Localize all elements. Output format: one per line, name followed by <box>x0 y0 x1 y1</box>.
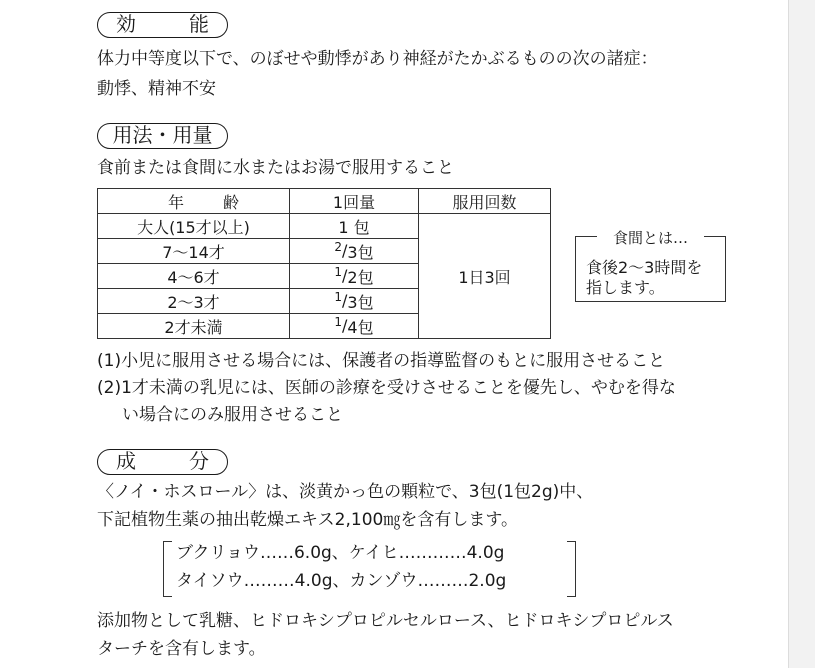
additives-line-1: 添加物として乳糖、ヒドロキシプロピルセルロース、ヒドロキシプロピルス <box>97 611 674 631</box>
usage-heading <box>97 123 228 149</box>
note-title <box>575 227 726 245</box>
header-age <box>98 189 290 214</box>
note-line-1: 食後2〜3時間を <box>586 258 703 277</box>
dose-denominator: 3包 <box>347 292 374 312</box>
header-dose: 1回量 <box>290 189 419 214</box>
efficacy-heading <box>97 12 228 38</box>
age-cell: 7〜14才 <box>98 239 290 264</box>
dose-cell: $^1/_{4包}$ <box>290 314 419 339</box>
age-cell: 2才未満 <box>98 314 290 339</box>
herb-bracket-right <box>567 541 576 597</box>
dose-cell: $^1/_{2包}$ <box>290 264 419 289</box>
additives-line-2: ターチを含有します。 <box>97 639 266 659</box>
dose-denominator: 2包 <box>347 267 374 287</box>
age-cell: 2〜3才 <box>98 289 290 314</box>
times-cell: 1日3回 <box>419 214 551 339</box>
caution-2b: い場合にのみ服用させること <box>122 405 343 425</box>
efficacy-line-1: 体力中等度以下で、のぼせや動悸があり神経がたかぶるものの次の諸症： <box>97 49 658 69</box>
efficacy-heading-right: 能 <box>189 12 209 36</box>
table-row <box>98 214 551 239</box>
usage-heading-label: 用法・用量 <box>112 123 213 147</box>
dose-numerator: 2 <box>334 239 343 254</box>
header-age-right: 齢 <box>222 192 239 212</box>
efficacy-heading-left: 効 <box>116 12 136 36</box>
efficacy-line-2: 動悸、精神不安 <box>97 79 216 99</box>
dose-cell: $^1/_{3包}$ <box>290 289 419 314</box>
herb-line-1: ブクリョウ……6.0g、ケイヒ…………4.0g <box>176 543 505 563</box>
note-line-2: 指します。 <box>586 278 665 297</box>
header-age-left: 年 <box>168 192 185 212</box>
dosage-table <box>97 188 551 339</box>
caution-2a: (2)1才未満の乳児には、医師の診療を受けさせることを優先し、やむを得な <box>97 378 676 398</box>
header-times: 服用回数 <box>419 189 551 214</box>
dose-numerator: 1 <box>334 289 343 304</box>
usage-intro: 食前または食間に水またはお湯で服用すること <box>97 158 454 178</box>
dose-numerator: 1 <box>334 264 343 279</box>
age-cell: 大人(15才以上) <box>98 214 290 239</box>
ingredients-heading <box>97 449 228 475</box>
note-title-text: 食間とは… <box>609 229 692 247</box>
herb-bracket-left <box>163 541 172 597</box>
ingredients-line-1: 〈ノイ・ホスロール〉は、淡黄かっ色の顆粒で、3包(1包2g)中、 <box>97 482 594 502</box>
dose-cell: 1 包 <box>290 214 419 239</box>
ingredients-heading-right: 分 <box>189 449 209 473</box>
herb-line-2: タイソウ………4.0g、カンゾウ………2.0g <box>176 571 507 591</box>
dose-denominator: 4包 <box>347 317 374 337</box>
age-cell: 4〜6才 <box>98 264 290 289</box>
caution-1: (1)小児に服用させる場合には、保護者の指導監督のもとに服用させること <box>97 351 666 371</box>
ingredients-line-2: 下記植物生薬の抽出乾燥エキス2,100㎎を含有します。 <box>97 510 518 530</box>
dose-denominator: 3包 <box>347 242 374 262</box>
table-header-row <box>98 189 551 214</box>
dose-numerator: 1 <box>334 314 343 329</box>
dose-cell: $^2/_{3包}$ <box>290 239 419 264</box>
ingredients-heading-left: 成 <box>116 449 136 473</box>
